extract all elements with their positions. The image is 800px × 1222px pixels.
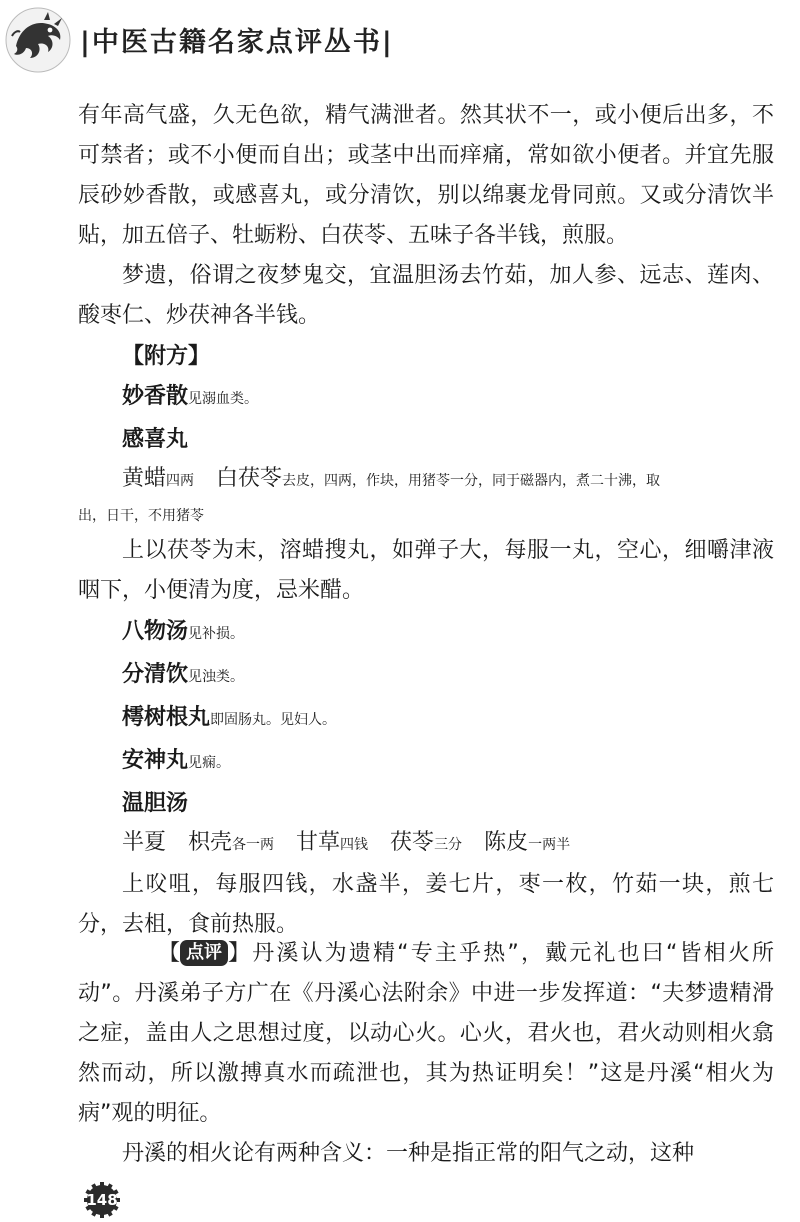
formula-name: 分清饮 xyxy=(122,661,189,687)
page-number-badge xyxy=(84,1182,120,1218)
dragon-emblem-icon xyxy=(4,6,72,74)
commentary-paragraph-2: 丹溪的相火论有两种含义：一种是指正常的阳气之动，这种 xyxy=(122,1141,695,1166)
ingredient-note: 四两 xyxy=(166,473,195,489)
ingredient-note: 一两半 xyxy=(528,837,571,853)
ingredient: 陈皮 xyxy=(484,830,529,855)
formula-ganxiwan-ingredients xyxy=(78,459,774,501)
formula-ganxiwan-method: 上以茯苓为末，溶蜡搜丸，如弹子大，每服一丸，空心，细嚼津液咽下，小便清为度，忌米醋。 xyxy=(78,538,774,603)
ingredient: 黄蜡 xyxy=(122,466,167,491)
ingredient: 白茯苓 xyxy=(216,466,283,491)
ingredient-note: 各一两 xyxy=(232,837,275,853)
paragraph-2: 梦遗，俗谓之夜梦鬼交，宜温胆汤去竹茹，加人参、远志、莲肉、酸枣仁、炒茯神各半钱。 xyxy=(78,263,774,328)
page-number: 148 xyxy=(86,1191,118,1209)
formula-miaoxiangsan xyxy=(78,376,774,419)
formula-note: 即固肠丸。见妇人。 xyxy=(210,712,337,728)
formula-fenqingyin xyxy=(78,654,774,697)
formula-name: 妙香散 xyxy=(122,383,189,409)
formula-chushugenwan xyxy=(78,697,774,740)
formula-name: 樗树根丸 xyxy=(122,704,211,730)
formula-name: 八物汤 xyxy=(122,618,189,644)
formula-wendantang-title: 温胆汤 xyxy=(122,790,189,816)
formula-note: 见溺血类。 xyxy=(188,391,259,407)
series-title: |中医古籍名家点评丛书| xyxy=(80,27,394,58)
commentary-section xyxy=(78,934,774,1174)
ingredient: 枳壳 xyxy=(188,830,233,855)
commentary-paragraph-1 xyxy=(78,934,774,1134)
main-text xyxy=(78,96,774,945)
ingredient: 茯苓 xyxy=(390,830,435,855)
ingredient: 甘草 xyxy=(296,830,341,855)
commentary-badge: 点评 xyxy=(180,940,228,966)
page-header xyxy=(0,0,800,80)
paragraph-1: 有年高气盛，久无色欲，精气满泄者。然其状不一，或小便后出多，不可禁者；或不小便而自出；或茎中出而痒痛，常如欲小便者。并宜先服辰砂妙香散，或感喜丸，或分清饮，别以绵裹龙骨同煎。又或分清饮半贴，加五倍子、牡蛎粉、白茯苓、五味子各半钱，煎服。 xyxy=(78,103,774,248)
commentary-text: 丹溪认为遗精“专主乎热”，戴元礼也曰“皆相火所动”。丹溪弟子方广在《丹溪心法附余》中进一步发挥道：“夫梦遗精滑之症，盖由人之思想过度，以动心火。心火，君火也，君火动则相火翕然而动，所以激搏真水而疏泄也，其为热证明矣！”这是丹溪“相火为病”观的明征。 xyxy=(78,941,774,1126)
ingredient-note: 三分 xyxy=(434,837,463,853)
appendix-title: 【附方】 xyxy=(122,343,211,369)
formula-bawutang xyxy=(78,611,774,654)
bracket-close: 】 xyxy=(228,941,251,966)
formula-wendantang-ingredients xyxy=(78,823,774,865)
formula-anshenwan xyxy=(78,740,774,783)
ingredient-note: 四钱 xyxy=(340,837,369,853)
ingredient-note: 去皮，四两，作块，用猪苓一分，同于磁器内，煮二十沸，取 xyxy=(282,473,661,489)
formula-note: 见浊类。 xyxy=(188,669,245,685)
ingredient: 半夏 xyxy=(122,830,167,855)
ingredient-note-continued: 出，日干，不用猪苓 xyxy=(78,508,204,524)
formula-wendantang-method: 上㕮咀，每服四钱，水盏半，姜七片，枣一枚，竹茹一块，煎七分，去柤，食前热服。 xyxy=(78,872,774,937)
commentary-label xyxy=(158,934,250,974)
formula-name: 安神丸 xyxy=(122,747,189,773)
formula-note: 见补损。 xyxy=(188,626,245,642)
bracket-open: 【 xyxy=(158,941,181,966)
formula-ganxiwan-title: 感喜丸 xyxy=(122,426,189,452)
formula-note: 见痫。 xyxy=(188,755,231,771)
